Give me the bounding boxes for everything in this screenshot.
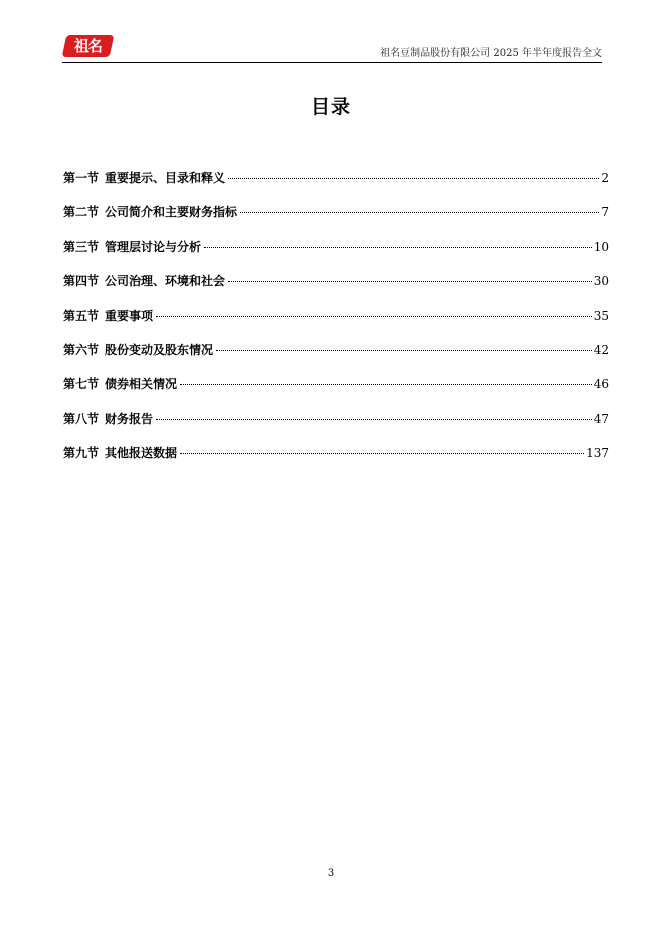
toc-section-title: 其他报送数据 (105, 446, 178, 461)
dot-leader (228, 178, 599, 179)
toc-page-number: 10 (593, 239, 609, 254)
toc-section-number: 第五节 (63, 308, 100, 323)
toc-section-title: 管理层讨论与分析 (105, 239, 202, 254)
toc-section-title: 股份变动及股东情况 (105, 342, 214, 357)
toc-section-number: 第九节 (63, 446, 100, 461)
toc-entry[interactable] (63, 444, 609, 478)
toc-section-number: 第八节 (63, 411, 100, 426)
toc-section-number: 第四节 (63, 274, 100, 289)
toc-entry[interactable] (63, 203, 609, 237)
dot-leader (180, 384, 592, 385)
toc-section-number: 第七节 (63, 377, 100, 392)
page-number: 3 (327, 868, 335, 879)
toc-entry[interactable] (63, 307, 609, 341)
toc-section-title: 债券相关情况 (105, 377, 178, 392)
toc-section-title: 公司简介和主要财务指标 (105, 205, 238, 220)
toc-section-title: 财务报告 (105, 411, 154, 426)
toc-page-number: 7 (601, 205, 609, 220)
report-title: 祖名豆制品股份有限公司 2025 年半年度报告全文 (380, 48, 602, 59)
toc-section-number: 第二节 (63, 205, 100, 220)
toc-entry[interactable] (63, 375, 609, 409)
toc-entry[interactable] (63, 341, 609, 375)
toc-page-number: 137 (586, 446, 609, 461)
dot-leader (240, 212, 599, 213)
toc-section-number: 第一节 (63, 171, 100, 185)
toc-section-number: 第六节 (63, 342, 100, 357)
toc-section-title: 重要事项 (105, 308, 154, 323)
dot-leader (156, 316, 592, 317)
page-header (62, 34, 602, 63)
dot-leader (216, 350, 592, 351)
toc-page-number: 35 (593, 308, 609, 323)
dot-leader (180, 453, 584, 454)
toc-page-number: 46 (593, 377, 609, 392)
toc-section-number: 第三节 (63, 239, 100, 254)
toc-page-number: 47 (593, 411, 609, 426)
dot-leader (204, 247, 592, 248)
toc-entry[interactable] (63, 169, 609, 203)
dot-leader (228, 281, 592, 282)
toc-page-number: 2 (601, 171, 609, 185)
toc-page-number: 42 (593, 342, 609, 357)
toc-entry[interactable] (63, 272, 609, 306)
company-logo (62, 35, 115, 57)
dot-leader (156, 419, 592, 420)
toc-heading: 目录 (310, 96, 351, 118)
toc-section-title: 公司治理、环境和社会 (105, 274, 226, 289)
table-of-contents (63, 169, 609, 479)
toc-entry[interactable] (63, 410, 609, 444)
toc-page-number: 30 (593, 274, 609, 289)
toc-entry[interactable] (63, 238, 609, 272)
logo-text: 祖名 (73, 36, 102, 55)
toc-section-title: 重要提示、目录和释义 (105, 171, 226, 185)
